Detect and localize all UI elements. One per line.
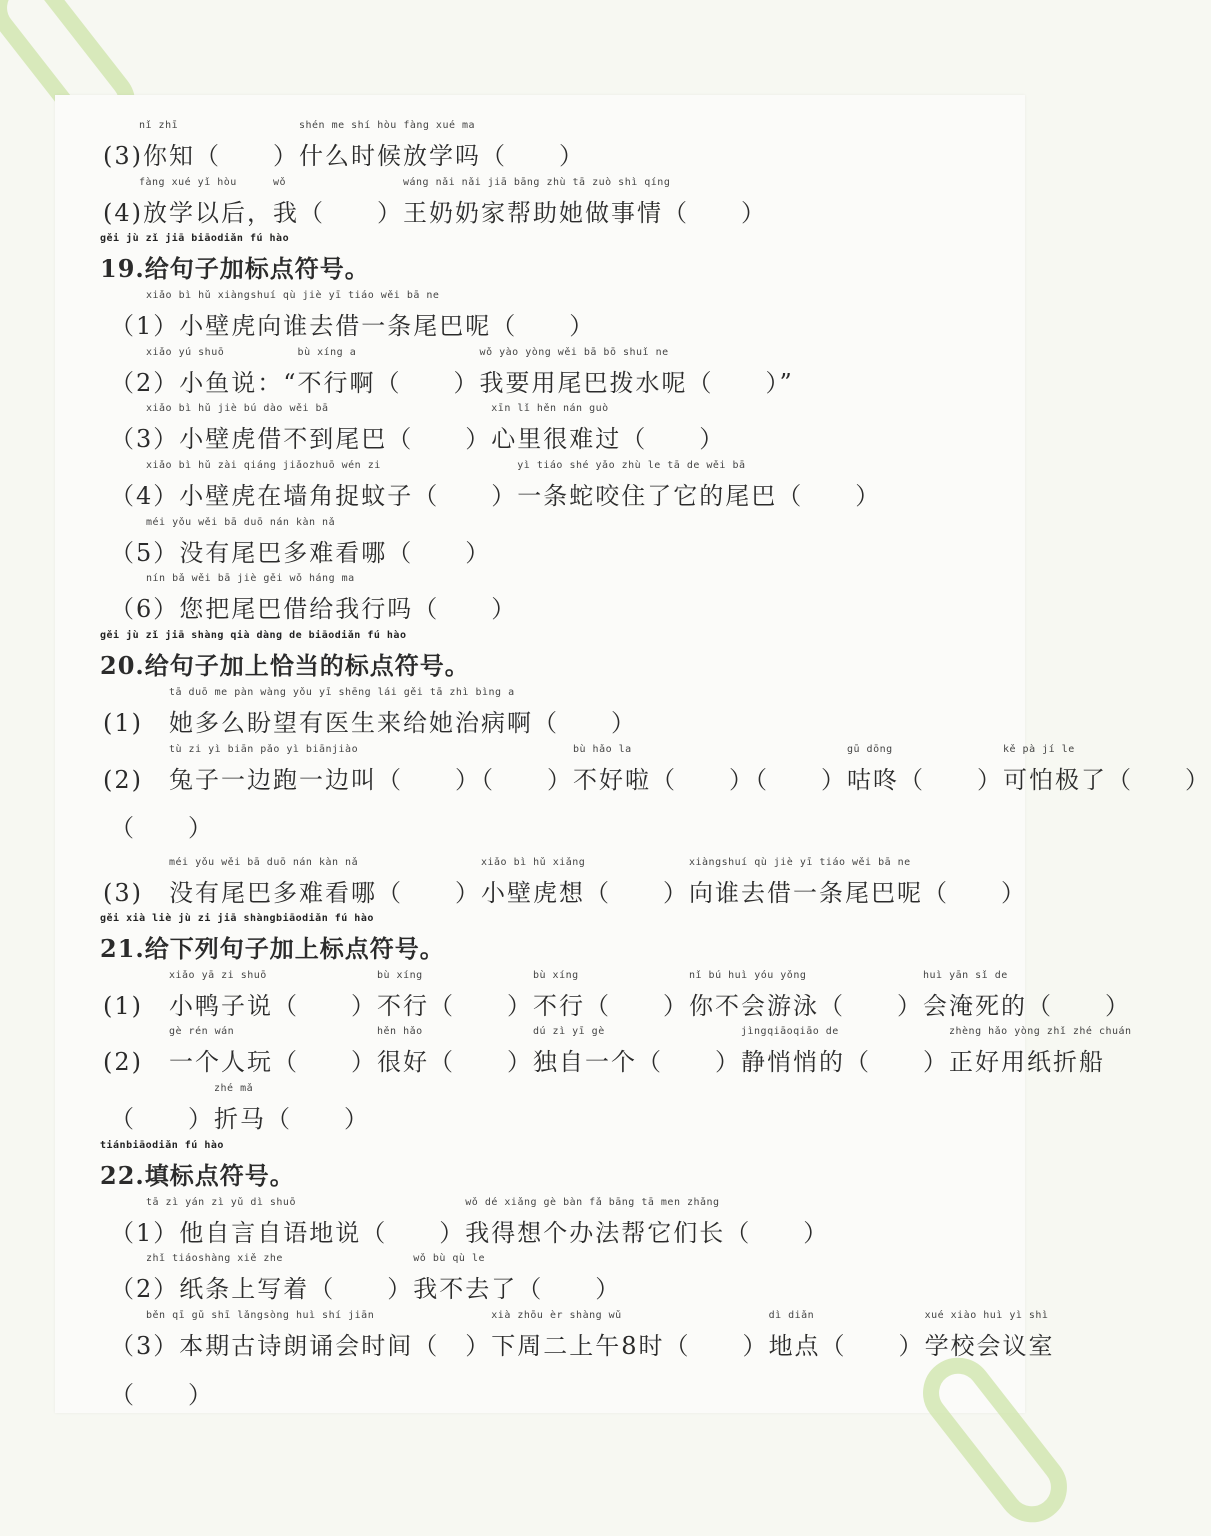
text-segment xyxy=(110,290,518,341)
pinyin-annotation: tā duō me pàn wàng yǒu yī shēng lái gěi tā zhì bìng a xyxy=(169,687,515,698)
text-segment xyxy=(847,744,925,795)
sentence-text: 我要用尾巴拨水呢（ xyxy=(479,369,714,397)
sentence-text: (4)放学以后， xyxy=(103,199,273,227)
pinyin-annotation: zhǐ tiáoshàng xiě zhe xyxy=(146,1253,283,1264)
text-segment xyxy=(403,873,481,908)
question-line xyxy=(110,1375,214,1410)
pinyin-annotation: wǒ xyxy=(273,177,287,188)
question-line xyxy=(110,460,882,511)
pinyin-annotation: tù zi yì biān pǎo yì biānjiào xyxy=(169,744,359,755)
text-segment xyxy=(1053,986,1131,1021)
text-segment xyxy=(847,1326,925,1361)
question-line xyxy=(103,857,1027,908)
sentence-text: ） xyxy=(439,482,518,510)
sentence-text: 不行啊（ xyxy=(297,369,402,397)
question-line xyxy=(110,573,518,624)
sentence-text: ） xyxy=(413,539,492,567)
sentence-text: ） xyxy=(439,1332,492,1360)
text-segment xyxy=(517,306,595,341)
pinyin-annotation: fàng xué yǐ hòu xyxy=(139,177,237,188)
text-segment xyxy=(714,363,794,398)
sentence-text: ） xyxy=(299,1048,377,1076)
text-segment xyxy=(100,630,470,681)
sentence-text: 可怕极了（ xyxy=(1003,766,1133,794)
question-line xyxy=(103,970,1131,1021)
sentence-text: ） xyxy=(751,1219,830,1247)
text-segment xyxy=(110,1253,336,1304)
text-segment xyxy=(413,419,491,454)
sentence-text: 小鸭子说（ xyxy=(169,992,299,1020)
text-segment xyxy=(949,873,1027,908)
sentence-text: （ ） xyxy=(110,1381,214,1409)
text-segment xyxy=(491,403,648,454)
sentence-text: ） xyxy=(403,879,481,907)
text-segment xyxy=(647,419,725,454)
text-segment xyxy=(751,1213,829,1248)
text-segment xyxy=(455,1042,533,1077)
sentence-text: ） xyxy=(611,992,689,1020)
pinyin-annotation: dú zì yī gè xyxy=(533,1026,605,1037)
text-segment xyxy=(455,986,533,1021)
question-line xyxy=(110,290,596,341)
pinyin-annotation: tiánbiāodiǎn fú hào xyxy=(100,1140,224,1151)
pinyin-annotation: yì tiáo shé yǎo zhù le tā de wěi bā xyxy=(517,460,746,471)
sentence-text: ） xyxy=(413,425,492,453)
pinyin-annotation: xiàngshuí qù jiè yī tiáo wěi bā ne xyxy=(689,857,911,868)
text-segment xyxy=(1133,760,1211,795)
pinyin-annotation: nǐ zhī xyxy=(139,120,179,131)
text-segment xyxy=(110,1310,440,1361)
sentence-text: 21.给下列句子加上标点符号。 xyxy=(100,934,445,963)
question-line xyxy=(103,687,637,738)
pinyin-annotation: shén me shí hòu fàng xué ma xyxy=(299,120,476,131)
text-segment xyxy=(768,1310,847,1361)
sentence-text: （ ） xyxy=(110,1105,214,1133)
sentence-text: 不好啦（ xyxy=(573,766,677,794)
pinyin-annotation: méi yǒu wěi bā duō nán kàn nǎ xyxy=(146,517,336,528)
text-segment xyxy=(403,760,573,795)
text-segment xyxy=(103,986,169,1021)
sentence-text: ） xyxy=(949,879,1027,907)
sentence-text: ） xyxy=(517,312,596,340)
text-segment xyxy=(169,1026,299,1077)
sentence-text: ） xyxy=(871,1048,949,1076)
text-segment xyxy=(100,913,445,964)
text-segment xyxy=(413,1253,544,1304)
sentence-text: 没有尾巴多难看哪（ xyxy=(169,879,403,907)
sentence-text: （1）他自言自语地说（ xyxy=(110,1219,388,1247)
pinyin-annotation: jìngqiāoqiāo de xyxy=(741,1026,839,1037)
text-segment xyxy=(741,1026,871,1077)
pinyin-annotation: méi yǒu wěi bā duō nán kàn nǎ xyxy=(169,857,359,868)
text-segment xyxy=(439,1326,491,1361)
pinyin-annotation: huì yān sǐ de xyxy=(923,970,1008,981)
text-segment xyxy=(110,1197,388,1248)
text-segment xyxy=(273,177,325,228)
sentence-text: 什么时候放学吗（ xyxy=(299,142,507,170)
sentence-text: 不行（ xyxy=(533,992,611,1020)
sentence-text: ） xyxy=(507,142,585,170)
sentence-text: 地点（ xyxy=(768,1332,847,1360)
sentence-text: ） xyxy=(689,199,767,227)
sentence-text: 她多么盼望有医生来给她治病啊（ xyxy=(169,709,559,737)
pinyin-annotation: bù xíng xyxy=(377,970,423,981)
sentence-text: ） xyxy=(845,992,923,1020)
pinyin-annotation: nín bǎ wěi bā jiè gěi wǒ háng ma xyxy=(146,573,355,584)
text-segment xyxy=(402,363,480,398)
sentence-text: ）” xyxy=(713,369,794,397)
pinyin-annotation: xīn lǐ hěn nán guò xyxy=(491,403,609,414)
pinyin-annotation: běn qī gǔ shī lǎngsòng huì shí jiān xyxy=(146,1310,375,1321)
sentence-text: （6）您把尾巴借给我行吗（ xyxy=(110,595,440,623)
sentence-text: 心里很难过（ xyxy=(491,425,648,453)
sentence-text: 正好用纸折船 xyxy=(949,1048,1105,1076)
sentence-text: ） xyxy=(221,142,299,170)
pinyin-annotation: wáng nǎi nǎi jiā bāng zhù tā zuò shì qíng xyxy=(403,177,671,188)
sentence-text: 学校会议室 xyxy=(924,1332,1055,1360)
pinyin-annotation: bù hǎo la xyxy=(573,744,632,755)
pinyin-annotation: zhèng hǎo yòng zhǐ zhé chuán xyxy=(949,1026,1132,1037)
text-segment xyxy=(169,970,299,1021)
text-segment xyxy=(611,873,689,908)
sentence-text: ） xyxy=(925,766,1003,794)
sentence-text: (2) xyxy=(103,1048,169,1076)
text-segment xyxy=(949,1026,1132,1077)
pinyin-annotation: dì diǎn xyxy=(768,1310,815,1321)
sentence-text: ）（ ） xyxy=(677,766,847,794)
pinyin-annotation: gè rén wán xyxy=(169,1026,235,1037)
section-heading xyxy=(100,630,470,681)
text-segment xyxy=(297,347,402,398)
text-segment xyxy=(103,1042,169,1077)
text-segment xyxy=(413,533,491,568)
text-segment xyxy=(479,347,714,398)
pinyin-annotation: xué xiào huì yì shì xyxy=(924,1310,1049,1321)
text-segment xyxy=(517,460,804,511)
sentence-text: (3) xyxy=(103,879,169,907)
question-line xyxy=(110,1253,622,1304)
sentence-text: ） xyxy=(559,709,637,737)
text-segment xyxy=(103,120,221,171)
question-line xyxy=(103,1026,1132,1077)
text-segment xyxy=(465,1197,752,1248)
sentence-text: 我（ xyxy=(273,199,325,227)
text-segment xyxy=(1003,744,1133,795)
sentence-text: ） xyxy=(803,482,882,510)
question-line xyxy=(110,1197,830,1248)
text-segment xyxy=(543,1269,621,1304)
text-segment xyxy=(169,687,559,738)
text-segment xyxy=(689,193,767,228)
text-segment xyxy=(100,1140,295,1191)
text-segment xyxy=(507,136,585,171)
sentence-text: ） xyxy=(292,1105,370,1133)
text-segment xyxy=(103,760,169,795)
pinyin-annotation: xiǎo bì hǔ zài qiáng jiǎozhuō wén zi xyxy=(146,460,381,471)
sentence-text: 我得想个办法帮它们长（ xyxy=(465,1219,752,1247)
section-heading xyxy=(100,1140,295,1191)
sentence-text: ） xyxy=(846,1332,925,1360)
text-segment xyxy=(110,573,440,624)
text-segment xyxy=(103,703,169,738)
sentence-text: 向谁去借一条尾巴呢（ xyxy=(689,879,949,907)
sentence-text: (1) xyxy=(103,709,169,737)
text-segment xyxy=(110,808,214,843)
sentence-text: ） xyxy=(455,1048,533,1076)
text-segment xyxy=(925,760,1003,795)
text-segment xyxy=(299,120,507,171)
pinyin-annotation: wǒ yào yòng wěi bā bō shuǐ ne xyxy=(479,347,669,358)
sentence-text: （5）没有尾巴多难看哪（ xyxy=(110,539,414,567)
sentence-text: 下周二上午8时（ xyxy=(491,1332,691,1360)
text-segment xyxy=(169,857,403,908)
sentence-text: ） xyxy=(611,879,689,907)
text-segment xyxy=(169,744,403,795)
section-heading xyxy=(100,233,370,284)
sentence-text: 20.给句子加上恰当的标点符号。 xyxy=(100,651,470,680)
text-segment xyxy=(103,177,273,228)
text-segment xyxy=(689,857,949,908)
sentence-text: ） xyxy=(335,1275,414,1303)
text-segment xyxy=(689,970,845,1021)
sentence-text: 兔子一边跑一边叫（ xyxy=(169,766,403,794)
section-heading xyxy=(100,913,445,964)
pinyin-annotation: xiǎo yā zi shuō xyxy=(169,970,267,981)
pinyin-annotation: hěn hǎo xyxy=(377,1026,423,1037)
pinyin-annotation: gěi jù zǐ jiā biāodiǎn fú hào xyxy=(100,233,290,244)
sentence-text: (3)你知（ xyxy=(103,142,221,170)
text-segment xyxy=(387,1213,465,1248)
text-segment xyxy=(871,1042,949,1077)
text-segment xyxy=(533,970,611,1021)
text-segment xyxy=(110,347,298,398)
sentence-text: ） xyxy=(325,199,403,227)
sentence-text: 很好（ xyxy=(377,1048,455,1076)
text-segment xyxy=(100,233,370,284)
question-line xyxy=(110,403,726,454)
pinyin-annotation: xiǎo yú shuō xyxy=(146,347,225,358)
sentence-text: 我不去了（ xyxy=(413,1275,544,1303)
text-segment xyxy=(533,1026,663,1077)
text-segment xyxy=(611,986,689,1021)
sentence-text: ） xyxy=(401,369,480,397)
text-segment xyxy=(481,857,611,908)
sentence-text: 一条蛇咬住了它的尾巴（ xyxy=(517,482,804,510)
sentence-text: （2）小鱼说：“ xyxy=(110,369,298,397)
question-line xyxy=(110,1310,1055,1361)
question-line xyxy=(103,177,767,228)
pinyin-annotation: tā zì yán zì yǔ dì shuō xyxy=(146,1197,296,1208)
sentence-text: ） xyxy=(1053,992,1131,1020)
pinyin-annotation: gěi xià liè jù zi jiā shàngbiāodiǎn fú hào xyxy=(100,913,374,924)
text-segment xyxy=(335,1269,413,1304)
text-segment xyxy=(691,1326,769,1361)
pinyin-annotation: xiǎo bì hǔ jiè bú dào wěi bā xyxy=(146,403,329,414)
text-segment xyxy=(377,1026,455,1077)
text-segment xyxy=(110,403,414,454)
pinyin-annotation: wǒ dé xiǎng gè bàn fǎ bāng tā men zhǎng xyxy=(465,1197,720,1208)
sentence-text: （2）纸条上写着（ xyxy=(110,1275,336,1303)
text-segment xyxy=(292,1099,370,1134)
text-segment xyxy=(803,476,881,511)
sentence-text: 一个人玩（ xyxy=(169,1048,299,1076)
pinyin-annotation: xiǎo bì hǔ xiàngshuí qù jiè yī tiáo wěi bā ne xyxy=(146,290,440,301)
sentence-text: 22.填标点符号。 xyxy=(100,1161,295,1190)
text-segment xyxy=(103,873,169,908)
sentence-text: 小壁虎想（ xyxy=(481,879,611,907)
question-line xyxy=(110,1083,370,1134)
pinyin-annotation: nǐ bú huì yóu yǒng xyxy=(689,970,807,981)
sentence-text: ） xyxy=(663,1048,741,1076)
text-segment xyxy=(573,744,677,795)
question-line xyxy=(110,517,492,568)
sentence-text: ）（ ） xyxy=(403,766,573,794)
text-segment xyxy=(845,986,923,1021)
pinyin-annotation: wǒ bù qù le xyxy=(413,1253,486,1264)
text-segment xyxy=(439,476,517,511)
pinyin-annotation: kě pà jí le xyxy=(1003,744,1075,755)
text-segment xyxy=(559,703,637,738)
sentence-text: （ ） xyxy=(110,814,214,842)
text-segment xyxy=(299,1042,377,1077)
text-segment xyxy=(110,1099,214,1134)
text-segment xyxy=(491,1310,691,1361)
text-segment xyxy=(677,760,847,795)
text-segment xyxy=(221,136,299,171)
pinyin-annotation: gěi jù zǐ jiā shàng qià dàng de biāodiǎn fú hào xyxy=(100,630,407,641)
text-segment xyxy=(403,177,689,228)
sentence-text: 静悄悄的（ xyxy=(741,1048,871,1076)
sentence-text: ） xyxy=(543,1275,622,1303)
sentence-text: 会淹死的（ xyxy=(923,992,1053,1020)
sentence-text: 你不会游泳（ xyxy=(689,992,845,1020)
sentence-text: 不行（ xyxy=(377,992,455,1020)
sentence-text: （1）小壁虎向谁去借一条尾巴呢（ xyxy=(110,312,518,340)
question-line xyxy=(103,744,1211,795)
text-segment xyxy=(377,970,455,1021)
pinyin-annotation: zhé mǎ xyxy=(214,1083,254,1094)
sentence-text: ） xyxy=(690,1332,769,1360)
sentence-text: 王奶奶家帮助她做事情（ xyxy=(403,199,689,227)
text-segment xyxy=(325,193,403,228)
pinyin-annotation: gū dōng xyxy=(847,744,893,755)
text-segment xyxy=(663,1042,741,1077)
text-segment xyxy=(924,1310,1055,1361)
sentence-text: ） xyxy=(647,425,726,453)
sentence-text: ） xyxy=(299,992,377,1020)
question-line xyxy=(110,347,794,398)
sentence-text: （4）小壁虎在墙角捉蚊子（ xyxy=(110,482,440,510)
sentence-text: 咕咚（ xyxy=(847,766,925,794)
question-line xyxy=(103,120,585,171)
text-segment xyxy=(214,1083,292,1134)
sentence-text: ） xyxy=(439,595,518,623)
pinyin-annotation: xiǎo bì hǔ xiǎng xyxy=(481,857,586,868)
text-segment xyxy=(923,970,1053,1021)
sentence-text: 独自一个（ xyxy=(533,1048,663,1076)
pinyin-annotation: xià zhōu èr shàng wǔ xyxy=(491,1310,622,1321)
pinyin-annotation: bù xíng xyxy=(533,970,579,981)
sentence-text: （3）小壁虎借不到尾巴（ xyxy=(110,425,414,453)
pinyin-annotation: bù xíng a xyxy=(297,347,357,358)
text-segment xyxy=(110,1375,214,1410)
sentence-text: (1) xyxy=(103,992,169,1020)
sentence-text: (2) xyxy=(103,766,169,794)
sentence-text: ） xyxy=(455,992,533,1020)
text-segment xyxy=(110,460,440,511)
sentence-text: （3）本期古诗朗诵会时间（ xyxy=(110,1332,440,1360)
sentence-text: ） xyxy=(387,1219,466,1247)
text-segment xyxy=(110,517,414,568)
text-segment xyxy=(299,986,377,1021)
sentence-text: 19.给句子加标点符号。 xyxy=(100,254,370,283)
text-segment xyxy=(439,589,517,624)
sentence-text: ） xyxy=(1133,766,1211,794)
sentence-text: 折马（ xyxy=(214,1105,292,1133)
question-line xyxy=(110,808,214,843)
